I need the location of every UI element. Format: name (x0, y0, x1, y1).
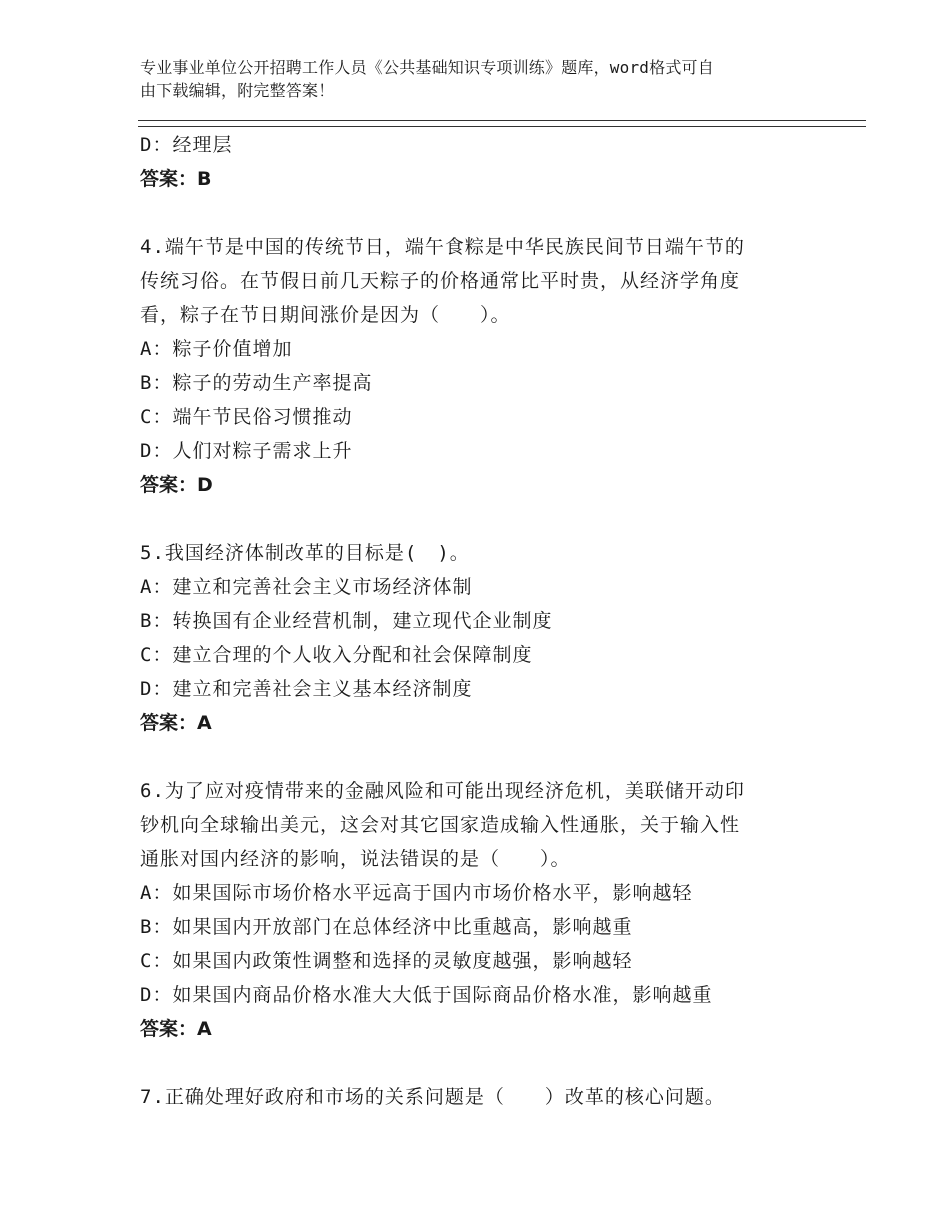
q6-option-c: C：如果国内政策性调整和选择的灵敏度越强，影响越轻 (140, 950, 633, 972)
q5-stem-line-1: 5.我国经济体制改革的目标是( )。 (140, 542, 470, 564)
q5-option-c: C：建立合理的个人收入分配和社会保障制度 (140, 644, 533, 666)
q6-option-a: A：如果国际市场价格水平远高于国内市场价格水平，影响越轻 (140, 882, 693, 904)
q4-stem-line-2: 传统习俗。在节假日前几天粽子的价格通常比平时贵，从经济学角度 (140, 270, 741, 292)
page-header (140, 56, 820, 102)
q4-stem-line-3: 看，粽子在节日期间涨价是因为（ ）。 (140, 304, 511, 326)
q3-answer: 答案：B (140, 168, 212, 190)
q6-stem-line-2: 钞机向全球输出美元，这会对其它国家造成输入性通胀，关于输入性 (140, 814, 741, 836)
question-list (140, 128, 830, 1114)
q5-option-d: D：建立和完善社会主义基本经济制度 (140, 678, 473, 700)
q6-stem-line-1: 6.为了应对疫情带来的金融风险和可能出现经济危机，美联储开动印 (140, 780, 745, 802)
q3-option-d: D：经理层 (140, 134, 233, 156)
q4-answer: 答案：D (140, 474, 213, 496)
header-divider (138, 120, 866, 127)
q4-option-b: B：粽子的劳动生产率提高 (140, 372, 373, 394)
q4-stem-line-1: 4.端午节是中国的传统节日，端午食粽是中华民族民间节日端午节的 (140, 236, 745, 258)
q5-option-b: B：转换国有企业经营机制，建立现代企业制度 (140, 610, 553, 632)
question-7 (140, 1080, 830, 1114)
question-4 (140, 230, 830, 502)
q7-stem-line-1: 7.正确处理好政府和市场的关系问题是（ ）改革的核心问题。 (140, 1086, 725, 1108)
q6-answer: 答案：A (140, 1018, 212, 1040)
header-line-1: 专业事业单位公开招聘工作人员《公共基础知识专项训练》题库，word格式可自 (140, 58, 714, 77)
question-6 (140, 774, 830, 1046)
q6-option-d: D：如果国内商品价格水准大大低于国际商品价格水准，影响越重 (140, 984, 713, 1006)
header-line-2: 由下载编辑，附完整答案！ (140, 81, 335, 100)
q6-option-b: B：如果国内开放部门在总体经济中比重越高，影响越重 (140, 916, 633, 938)
q6-stem-line-3: 通胀对国内经济的影响，说法错误的是（ ）。 (140, 848, 571, 870)
q5-answer: 答案：A (140, 712, 212, 734)
q5-option-a: A：建立和完善社会主义市场经济体制 (140, 576, 473, 598)
q4-option-a: A：粽子价值增加 (140, 338, 293, 360)
q4-option-c: C：端午节民俗习惯推动 (140, 406, 353, 428)
question-5 (140, 536, 830, 740)
q4-option-d: D：人们对粽子需求上升 (140, 440, 353, 462)
